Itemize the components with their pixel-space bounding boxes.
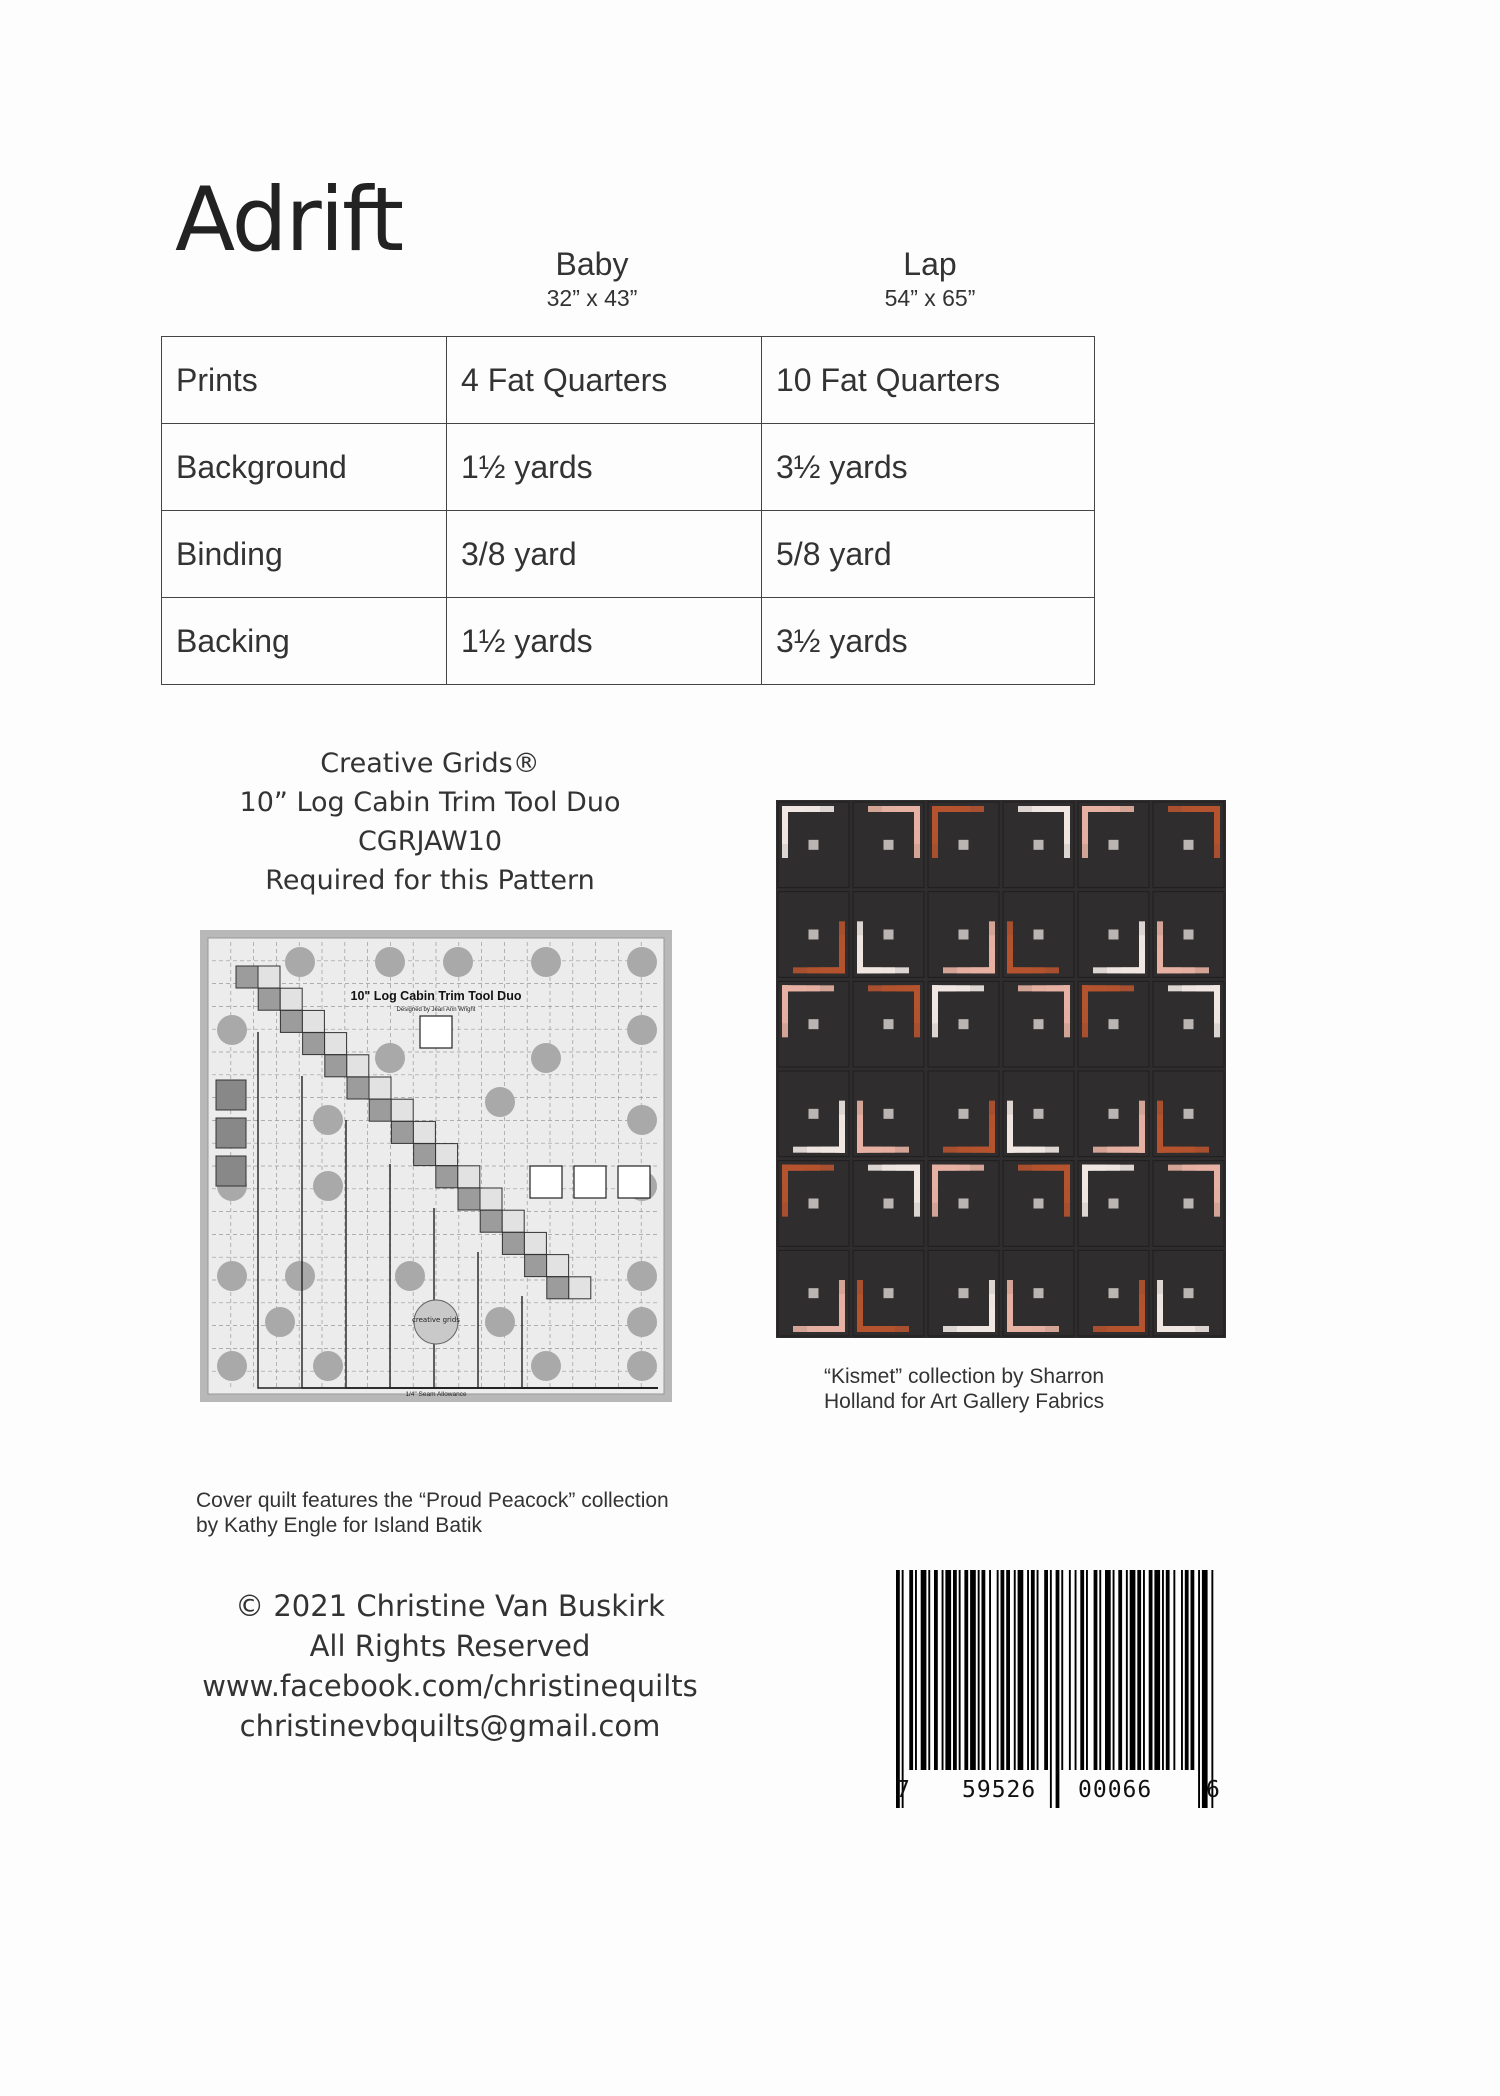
barcode-bar <box>1211 1570 1213 1808</box>
pattern-title: Adrift <box>175 168 403 271</box>
quilt-block-center <box>1184 1199 1194 1209</box>
item-cell: Binding <box>162 511 447 598</box>
barcode-bar <box>1080 1570 1084 1770</box>
barcode-bar <box>902 1570 904 1808</box>
barcode-bar <box>1149 1570 1153 1770</box>
tool-name: 10” Log Cabin Trim Tool Duo <box>239 787 621 818</box>
quilt-log-strip <box>1157 921 1163 973</box>
barcode-bar <box>982 1570 986 1770</box>
barcode-bar <box>964 1570 968 1770</box>
quilt-log-strip <box>1082 1165 1134 1171</box>
quilt-log-strip <box>857 967 909 973</box>
quilt-block-center <box>1034 840 1044 850</box>
barcode-left-digits: 59526 <box>962 1777 1037 1803</box>
size-name: Baby <box>555 246 629 282</box>
quilt-log-strip <box>989 921 995 973</box>
quilt-log-strip <box>782 806 788 858</box>
quilt-log-strip <box>782 985 788 1037</box>
quilt-log-strip <box>857 921 863 973</box>
quilt-block-center <box>1184 840 1194 850</box>
kismet-caption <box>824 1364 1104 1414</box>
quilt-block-center <box>884 1109 894 1119</box>
quilt-log-strip <box>1157 1280 1163 1332</box>
quilt-log-strip <box>932 1165 938 1217</box>
quilt-log-strip <box>1064 985 1070 1037</box>
quilt-log-strip <box>1168 806 1220 812</box>
barcode-bar <box>1173 1570 1175 1770</box>
fabric-requirements-table <box>161 336 1095 685</box>
barcode-bar <box>1001 1570 1005 1770</box>
quilt-log-strip <box>1007 921 1013 973</box>
barcode-bar <box>1198 1570 1200 1808</box>
barcode-bar <box>953 1570 957 1770</box>
quilt-log-strip <box>989 1280 995 1332</box>
quilt-block-center <box>1109 1288 1119 1298</box>
quilt-log-strip <box>839 921 845 973</box>
quilt-log-strip <box>989 1101 995 1153</box>
barcode-bar <box>970 1570 976 1770</box>
quilt-log-strip <box>857 1280 863 1332</box>
tool-requirement-note <box>200 744 660 900</box>
quilt-log-strip <box>1157 1326 1209 1332</box>
quilt-block-center <box>959 1109 969 1119</box>
quilt-block-center <box>1109 1109 1119 1119</box>
quilt-log-strip <box>782 1165 834 1171</box>
barcode-bar <box>1143 1570 1145 1770</box>
tool-brand: Creative Grids® <box>320 748 540 779</box>
ruler-designer: Designed by Jean Ann Wright <box>396 1007 476 1013</box>
quilt-log-strip <box>839 1280 845 1332</box>
barcode-bar <box>1202 1570 1208 1808</box>
quilt-log-strip <box>943 967 995 973</box>
quilt-block-center <box>1034 930 1044 940</box>
quilt-log-strip <box>1082 1165 1088 1217</box>
quilt-log-strip <box>1139 1101 1145 1153</box>
barcode-bar <box>1181 1570 1183 1770</box>
quilt-log-strip <box>1018 1165 1070 1171</box>
quilt-block-center <box>1109 1019 1119 1029</box>
barcode-bar <box>1027 1570 1029 1770</box>
barcode-bar <box>1069 1570 1071 1770</box>
quilt-log-strip <box>857 1147 909 1153</box>
cover-note-line: by Kathy Engle for Island Batik <box>196 1514 482 1537</box>
size-name: Lap <box>903 246 957 282</box>
quilt-log-strip <box>1093 1147 1145 1153</box>
quilt-log-strip <box>1157 1147 1209 1153</box>
barcode-bar <box>1050 1570 1052 1808</box>
barcode-bar <box>945 1570 951 1770</box>
barcode-bar <box>959 1570 961 1770</box>
quilt-log-strip <box>793 1147 845 1153</box>
upc-barcode <box>890 1570 1220 1810</box>
email-link[interactable]: christinevbquilts@gmail.com <box>239 1709 661 1743</box>
quilt-block-center <box>1034 1199 1044 1209</box>
table-row <box>162 598 1095 685</box>
quilt-log-strip <box>1007 1101 1013 1153</box>
quilt-block-center <box>959 1288 969 1298</box>
size-dims: 32” x 43” <box>546 285 638 311</box>
barcode-bar <box>942 1570 944 1770</box>
quilt-log-strip <box>932 806 984 812</box>
lap-cell: 10 Fat Quarters <box>762 337 1095 424</box>
barcode-bar <box>1056 1570 1060 1808</box>
quilt-log-strip <box>793 1326 845 1332</box>
quilt-log-strip <box>1168 1165 1220 1171</box>
quilt-block-center <box>884 1019 894 1029</box>
barcode-bar <box>1137 1570 1141 1770</box>
barcode-bar <box>928 1570 930 1770</box>
quilt-log-strip <box>943 1147 995 1153</box>
baby-cell: 1½ yards <box>447 598 762 685</box>
quilt-block-center <box>959 1199 969 1209</box>
caption-line: Holland for Art Gallery Fabrics <box>824 1390 1105 1413</box>
baby-cell: 4 Fat Quarters <box>447 337 762 424</box>
quilt-log-strip <box>857 1326 909 1332</box>
item-cell: Background <box>162 424 447 511</box>
barcode-bar <box>1037 1570 1039 1770</box>
barcode-last-digit: 6 <box>1206 1777 1221 1803</box>
baby-cell: 3/8 yard <box>447 511 762 598</box>
quilt-log-strip <box>1157 1101 1163 1153</box>
barcode-bar <box>1166 1570 1170 1770</box>
quilt-log-strip <box>1168 985 1220 991</box>
barcode-bar <box>1191 1570 1195 1770</box>
lap-cell: 3½ yards <box>762 424 1095 511</box>
quilt-block-center <box>884 1199 894 1209</box>
barcode-bar <box>1075 1570 1077 1770</box>
quilt-log-strip <box>932 985 984 991</box>
quilt-log-strip <box>943 1326 995 1332</box>
quilt-log-strip <box>1007 1326 1059 1332</box>
quilt-log-strip <box>868 806 920 812</box>
quilt-log-strip <box>1214 806 1220 858</box>
quilt-log-strip <box>782 806 834 812</box>
quilt-block-center <box>884 1288 894 1298</box>
quilt-log-strip <box>857 1101 863 1153</box>
ruler-title: 10" Log Cabin Trim Tool Duo <box>350 989 522 1003</box>
barcode-bar <box>921 1570 927 1770</box>
barcode-bar <box>1130 1570 1136 1770</box>
quilt-log-strip <box>1007 1280 1013 1332</box>
quilt-block-center <box>809 1199 819 1209</box>
quilt-log-strip <box>1139 921 1145 973</box>
quilt-log-strip <box>839 1101 845 1153</box>
quilt-log-strip <box>1082 806 1088 858</box>
quilt-log-strip <box>793 967 845 973</box>
barcode-bar <box>909 1570 913 1770</box>
barcode-bar <box>1099 1570 1101 1770</box>
ruler-seam-label-bottom: 1/4" Seam Allowance <box>405 1391 467 1398</box>
barcode-bar <box>934 1570 938 1770</box>
barcode-bar <box>978 1570 980 1770</box>
quilt-log-strip <box>868 1165 920 1171</box>
caption-line: “Kismet” collection by Sharron <box>824 1365 1105 1388</box>
quilt-log-strip <box>1157 967 1209 973</box>
barcode-right-digits: 00066 <box>1078 1777 1153 1803</box>
barcode-bar <box>1086 1570 1088 1770</box>
quilt-block-center <box>1184 1288 1194 1298</box>
barcode-bar <box>1154 1570 1160 1770</box>
quilt-block-center <box>1109 840 1119 850</box>
item-cell: Prints <box>162 337 447 424</box>
copyright-text: © 2021 Christine Van Buskirk <box>235 1589 665 1623</box>
lap-cell: 3½ yards <box>762 598 1095 685</box>
quilt-block-center <box>884 840 894 850</box>
quilt-block-center <box>809 1019 819 1029</box>
barcode-bar <box>1031 1570 1035 1770</box>
quilt-log-strip <box>1093 1326 1145 1332</box>
quilt-log-strip <box>868 985 920 991</box>
quilt-log-strip <box>1082 985 1134 991</box>
quilt-log-strip <box>1018 806 1070 812</box>
barcode-bar <box>1105 1570 1111 1770</box>
barcode-bar <box>896 1570 900 1808</box>
quilt-log-strip <box>1007 1147 1059 1153</box>
barcode-bar <box>997 1570 999 1770</box>
table-row <box>162 511 1095 598</box>
quilt-block-center <box>1034 1288 1044 1298</box>
quilt-log-strip <box>1093 967 1145 973</box>
baby-cell: 1½ yards <box>447 424 762 511</box>
barcode-bar <box>1113 1570 1115 1770</box>
barcode-bar <box>1162 1570 1164 1770</box>
quilt-log-strip <box>1139 1280 1145 1332</box>
quilt-log-strip <box>914 985 920 1037</box>
quilt-log-strip <box>1007 967 1059 973</box>
quilt-log-strip <box>1214 985 1220 1037</box>
quilt-log-strip <box>782 985 834 991</box>
facebook-link[interactable]: www.facebook.com/christinequilts <box>202 1669 698 1703</box>
quilt-block-center <box>1109 930 1119 940</box>
table-row <box>162 337 1095 424</box>
tool-sku: CGRJAW10 <box>357 826 503 857</box>
quilt-block-center <box>1184 1019 1194 1029</box>
quilt-block-center <box>809 1109 819 1119</box>
quilt-log-strip <box>1082 806 1134 812</box>
barcode-bar <box>1094 1570 1098 1770</box>
quilt-log-strip <box>932 806 938 858</box>
quilt-block-center <box>1184 930 1194 940</box>
barcode-bar <box>1006 1570 1010 1770</box>
copyright-block <box>180 1586 720 1746</box>
barcode-bar <box>1014 1570 1016 1770</box>
quilt-log-strip <box>932 1165 984 1171</box>
quilt-block-center <box>1034 1019 1044 1029</box>
quilt-log-strip <box>1064 806 1070 858</box>
log-cabin-ruler-image <box>200 930 672 1402</box>
quilt-block-center <box>809 1288 819 1298</box>
barcode-bar <box>1061 1570 1063 1770</box>
barcode-bar <box>1018 1570 1024 1770</box>
quilt-block-center <box>959 840 969 850</box>
barcode-bar <box>915 1570 917 1770</box>
quilt-log-strip <box>1082 985 1088 1037</box>
quilt-block-center <box>1034 1109 1044 1119</box>
barcode-bar <box>1126 1570 1128 1770</box>
size-header-baby <box>442 246 742 312</box>
quilt-block-center <box>809 930 819 940</box>
quilt-log-strip <box>932 985 938 1037</box>
quilt-log-strip <box>914 806 920 858</box>
quilt-log-strip <box>1214 1165 1220 1217</box>
cover-quilt-note <box>196 1488 669 1538</box>
quilt-log-strip <box>914 1165 920 1217</box>
table-row <box>162 424 1095 511</box>
size-dims: 54” x 65” <box>884 285 976 311</box>
ruler-brand-label: creative grids <box>412 1316 460 1324</box>
barcode-bar <box>989 1570 991 1770</box>
quilt-log-strip <box>1018 985 1070 991</box>
cover-note-line: Cover quilt features the “Proud Peacock” collection <box>196 1489 669 1512</box>
quilt-block-center <box>1109 1199 1119 1209</box>
quilt-block-center <box>884 930 894 940</box>
item-cell: Backing <box>162 598 447 685</box>
quilt-log-strip <box>1064 1165 1070 1217</box>
quilt-log-strip <box>782 1165 788 1217</box>
size-header-lap <box>780 246 1080 312</box>
tool-required-text: Required for this Pattern <box>265 865 595 896</box>
lap-cell: 5/8 yard <box>762 511 1095 598</box>
barcode-bar <box>1185 1570 1189 1770</box>
quilt-block-center <box>959 930 969 940</box>
quilt-block-center <box>809 840 819 850</box>
barcode-bar <box>1118 1570 1122 1770</box>
rights-text: All Rights Reserved <box>309 1629 591 1663</box>
kismet-quilt-image <box>776 800 1226 1338</box>
barcode-bar <box>1044 1570 1048 1770</box>
barcode-first-digit: 7 <box>896 1777 911 1803</box>
quilt-block-center <box>1184 1109 1194 1119</box>
quilt-block-center <box>959 1019 969 1029</box>
